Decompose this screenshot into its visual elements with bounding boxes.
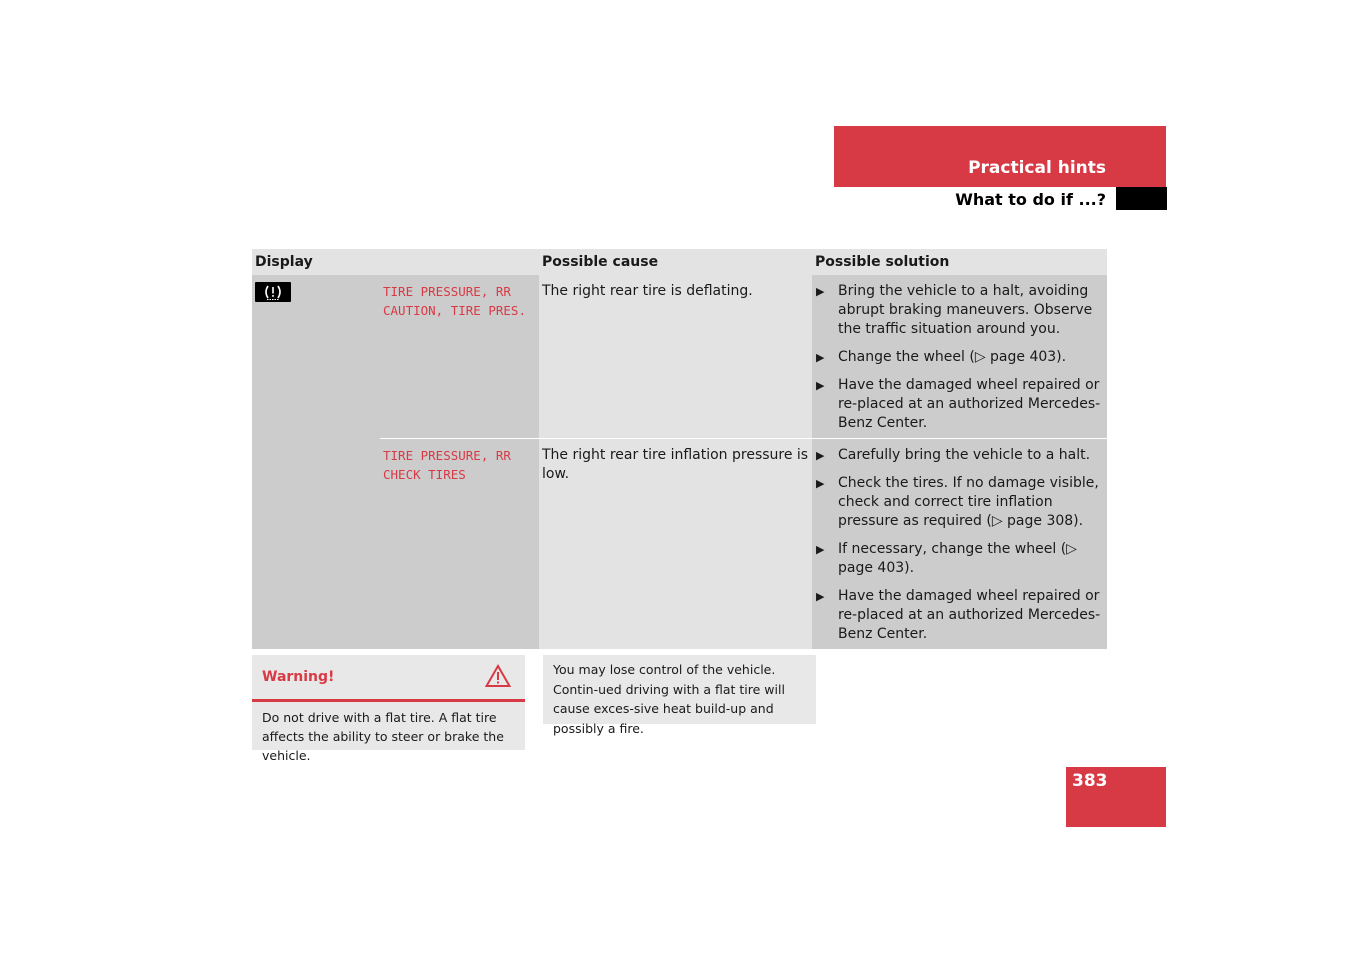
- solution-text: Check the tires. If no damage visible, check and correct tire inflation pressure as required (▷ page 308).: [838, 475, 1099, 529]
- bullet-arrow-icon: ▶: [816, 379, 825, 392]
- warning-continued-box: [543, 655, 816, 736]
- table-row: [252, 439, 1107, 650]
- display-message-line: TIRE PRESSURE, RR: [383, 284, 511, 299]
- solution-text: Change the wheel (▷ page 403).: [838, 349, 1067, 365]
- list-item: [815, 540, 1104, 578]
- table-header-row: [252, 249, 1107, 275]
- warning-text: Do not drive with a flat tire. A flat tire affects the ability to steer or brake the vehicle.: [262, 710, 504, 763]
- solution-text: Bring the vehicle to a halt, avoiding abrupt braking maneuvers. Observe the traffic situation around you.: [838, 283, 1093, 337]
- list-item: [815, 474, 1104, 531]
- solution-cell: [812, 439, 1107, 650]
- section-marker: [1116, 187, 1167, 210]
- bullet-arrow-icon: ▶: [816, 449, 825, 462]
- solution-text: Have the damaged wheel repaired or re-placed at an authorized Mercedes-Benz Center.: [838, 588, 1101, 642]
- solution-text: Carefully bring the vehicle to a halt.: [838, 447, 1091, 463]
- bullet-arrow-icon: ▶: [816, 543, 825, 556]
- warning-continued-text: You may lose control of the vehicle. Contin-ued driving with a flat tire will cause exces-sive heat build-up and possibly a fire.: [553, 662, 785, 736]
- bullet-arrow-icon: ▶: [816, 590, 825, 603]
- display-message-line: CHECK TIRES: [383, 467, 466, 482]
- bullet-arrow-icon: ▶: [816, 477, 825, 490]
- page-number: 383: [1072, 771, 1108, 791]
- sub-title: What to do if ...?: [955, 190, 1106, 209]
- solution-list: [815, 446, 1104, 644]
- solution-cell: [812, 275, 1107, 439]
- warning-title: Warning!: [262, 669, 335, 685]
- troubleshooting-table: [252, 249, 1107, 649]
- bullet-arrow-icon: ▶: [816, 351, 825, 364]
- table-row: [252, 275, 1107, 439]
- warning-triangle-icon: [485, 664, 511, 692]
- bullet-arrow-icon: ▶: [816, 285, 825, 298]
- solution-list: [815, 282, 1104, 433]
- section-title: Practical hints: [968, 158, 1106, 178]
- warning-header: [252, 655, 525, 702]
- display-message-line: CAUTION, TIRE PRES.: [383, 303, 526, 318]
- page-number-tab: [1066, 767, 1166, 827]
- display-icon-cell: [252, 275, 380, 649]
- solution-text: If necessary, change the wheel (▷ page 403).: [838, 541, 1077, 576]
- warning-box: [252, 655, 525, 763]
- display-message-line: TIRE PRESSURE, RR: [383, 448, 511, 463]
- header-display: Display: [252, 249, 539, 275]
- display-message: [380, 439, 539, 650]
- list-item: [815, 282, 1104, 339]
- cause-cell: The right rear tire is deflating.: [539, 275, 812, 439]
- header-cause: Possible cause: [539, 249, 812, 275]
- list-item: [815, 587, 1104, 644]
- solution-text: Have the damaged wheel repaired or re-placed at an authorized Mercedes-Benz Center.: [838, 377, 1101, 431]
- display-message: [380, 275, 539, 439]
- list-item: [815, 376, 1104, 433]
- header-solution: Possible solution: [812, 249, 1107, 275]
- list-item: [815, 446, 1104, 465]
- cause-cell: The right rear tire inflation pressure is low.: [539, 439, 812, 650]
- tire-pressure-warning-icon: [255, 282, 291, 302]
- list-item: [815, 348, 1104, 367]
